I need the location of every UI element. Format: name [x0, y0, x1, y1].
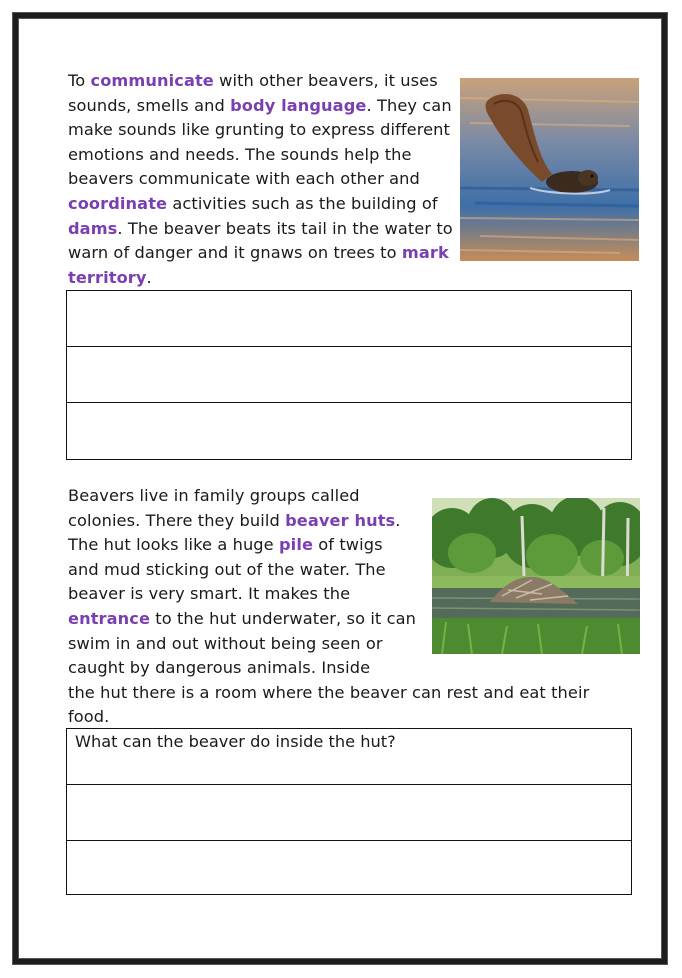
keyword-pile: pile: [278, 535, 314, 555]
keyword-body-language: body language: [230, 95, 367, 115]
beaver-tail-photo: [460, 78, 639, 261]
text-segment-wide: the hut there is a room where the beaver can rest and eat their food.: [68, 682, 590, 727]
paragraph-communication: [68, 69, 453, 290]
answer-line: [67, 840, 631, 841]
keyword-entrance: entrance: [68, 608, 151, 628]
answer-box-2[interactable]: [66, 728, 632, 895]
text-segment: activities such as the building of: [167, 193, 438, 213]
text-segment: . The hut looks like a huge: [68, 510, 401, 555]
keyword-dams: dams: [68, 218, 118, 238]
answer-line: [67, 346, 631, 347]
answer-line: [67, 402, 631, 403]
text-segment: of twigs and mud sticking out of the water. The beaver is very smart. It makes the: [68, 535, 386, 604]
text-segment: To: [68, 71, 91, 90]
answer-line: [67, 784, 631, 785]
keyword-communicate: communicate: [90, 71, 214, 90]
keyword-mark-territory: mark territory: [68, 243, 449, 287]
answer-box-1[interactable]: [66, 290, 632, 460]
beaver-hut-photo: [432, 498, 640, 654]
text-segment: Beavers live in family groups called colonies. There they build: [68, 486, 360, 530]
keyword-coordinate: coordinate: [68, 193, 168, 213]
text-segment: .: [146, 267, 152, 287]
keyword-beaver-huts: beaver huts: [285, 510, 396, 530]
text-segment: . They can make sounds like grunting to express different emotions and needs. The sounds help the beavers communicate with each other and: [68, 95, 452, 189]
text-segment: to the hut underwater, so it can swim in and out without being seen or caught by dangerous animals. Inside: [68, 608, 416, 678]
text-segment: . The beaver beats its tail in the water to warn of danger and it gnaws on trees to: [68, 218, 453, 263]
text-segment: with other beavers, it uses sounds, smells and: [68, 71, 438, 115]
question-text: What can the beaver do inside the hut?: [75, 732, 396, 751]
narrow-text-block: [68, 484, 418, 681]
